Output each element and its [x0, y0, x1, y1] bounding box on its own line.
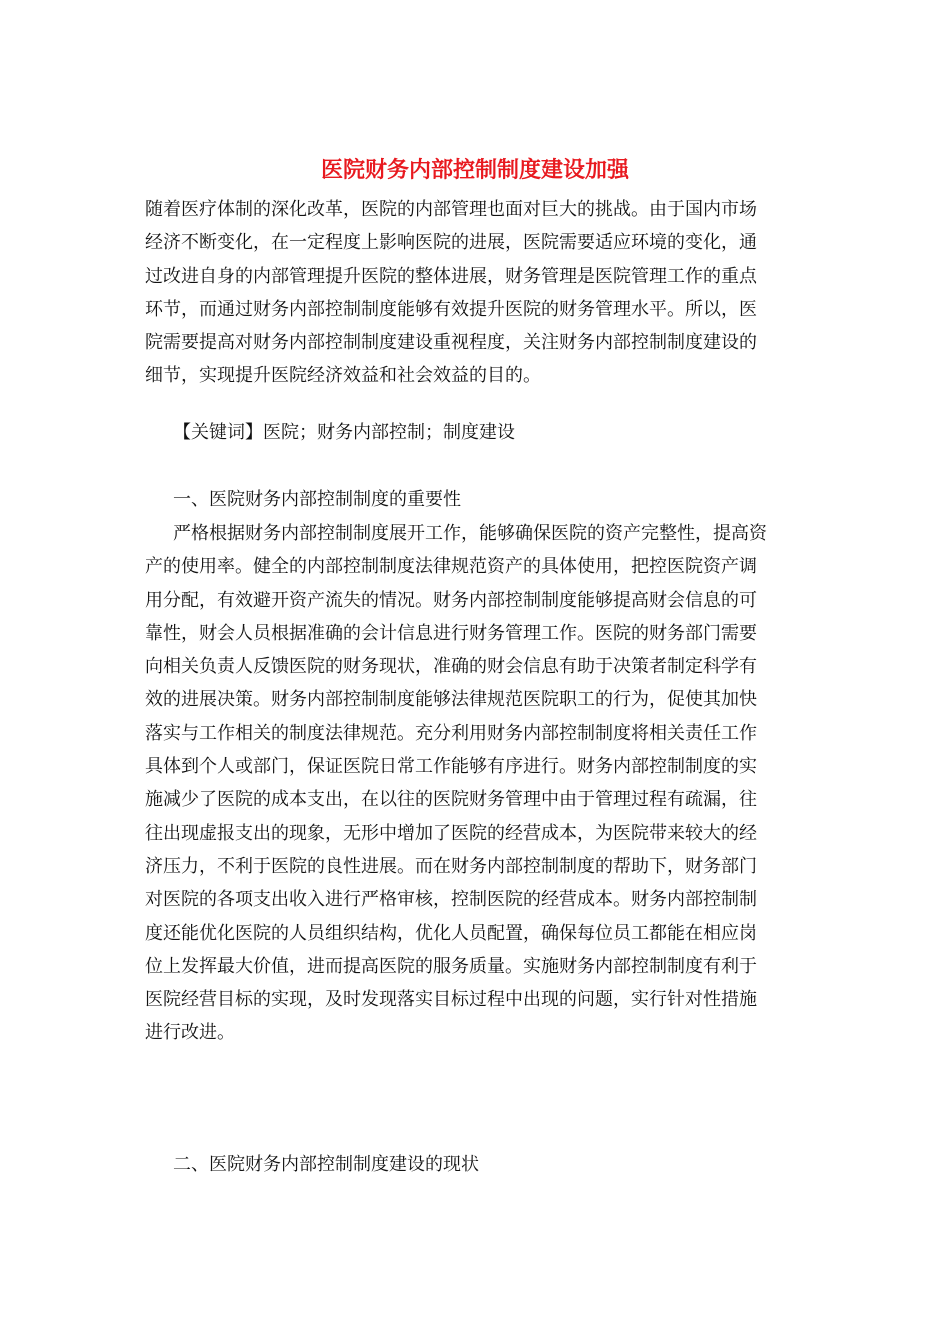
section1-line: 进行改进。: [145, 1022, 235, 1044]
section1-heading: 一、医院财务内部控制制度的重要性: [173, 489, 461, 510]
keywords-line: 【关键词】医院；财务内部控制；制度建设: [173, 422, 515, 443]
section1-line: 施减少了医院的成本支出，在以往的医院财务管理中由于管理过程有疏漏，往: [145, 789, 757, 811]
section1-line: 位上发挥最大价值，进而提高医院的服务质量。实施财务内部控制制度有利于: [145, 955, 757, 977]
section1-line: 对医院的各项支出收入进行严格审核，控制医院的经营成本。财务内部控制制: [145, 889, 757, 911]
section1-line: 落实与工作相关的制度法律规范。充分利用财务内部控制制度将相关责任工作: [145, 722, 757, 744]
document-title: 医院财务内部控制制度建设加强: [320, 157, 629, 183]
intro-line: 经济不断变化，在一定程度上影响医院的进展，医院需要适应环境的变化，通: [145, 232, 757, 254]
intro-paragraph: [145, 193, 797, 393]
section1-line: 效的进展决策。财务内部控制制度能够法律规范医院职工的行为，促使其加快: [145, 689, 757, 711]
section1-line: 向相关负责人反馈医院的财务现状，准确的财会信息有助于决策者制定科学有: [145, 656, 757, 678]
section1-line: 度还能优化医院的人员组织结构，优化人员配置，确保每位员工都能在相应岗: [145, 922, 757, 944]
section1-line: 严格根据财务内部控制制度展开工作，能够确保医院的资产完整性，提高资: [173, 523, 767, 544]
section1-line: 医院经营目标的实现，及时发现落实目标过程中出现的问题，实行针对性措施: [145, 989, 757, 1011]
section1-line: 具体到个人或部门，保证医院日常工作能够有序进行。财务内部控制制度的实: [145, 756, 757, 778]
intro-line: 过改进自身的内部管理提升医院的整体进展，财务管理是医院管理工作的重点: [145, 265, 757, 287]
section2-heading: 二、医院财务内部控制制度建设的现状: [173, 1154, 479, 1175]
intro-line: 环节，而通过财务内部控制制度能够有效提升医院的财务管理水平。所以，医: [145, 298, 757, 320]
section1-line: 用分配，有效避开资产流失的情况。财务内部控制制度能够提高财会信息的可: [145, 589, 757, 611]
section1-line: 往出现虚报支出的现象，无形中增加了医院的经营成本，为医院带来较大的经: [145, 822, 757, 844]
intro-line: 院需要提高对财务内部控制制度建设重视程度，关注财务内部控制制度建设的: [145, 332, 757, 354]
intro-line: 细节，实现提升医院经济效益和社会效益的目的。: [145, 365, 541, 387]
intro-line: 随着医疗体制的深化改革，医院的内部管理也面对巨大的挑战。由于国内市场: [145, 199, 757, 220]
section1-line: 产的使用率。健全的内部控制制度法律规范资产的具体使用，把控医院资产调: [145, 556, 757, 578]
section1-line: 靠性，财会人员根据准确的会计信息进行财务管理工作。医院的财务部门需要: [145, 622, 757, 644]
section1-paragraph: [145, 517, 797, 1050]
section1-line: 济压力，不利于医院的良性进展。而在财务内部控制制度的帮助下，财务部门: [145, 855, 757, 877]
